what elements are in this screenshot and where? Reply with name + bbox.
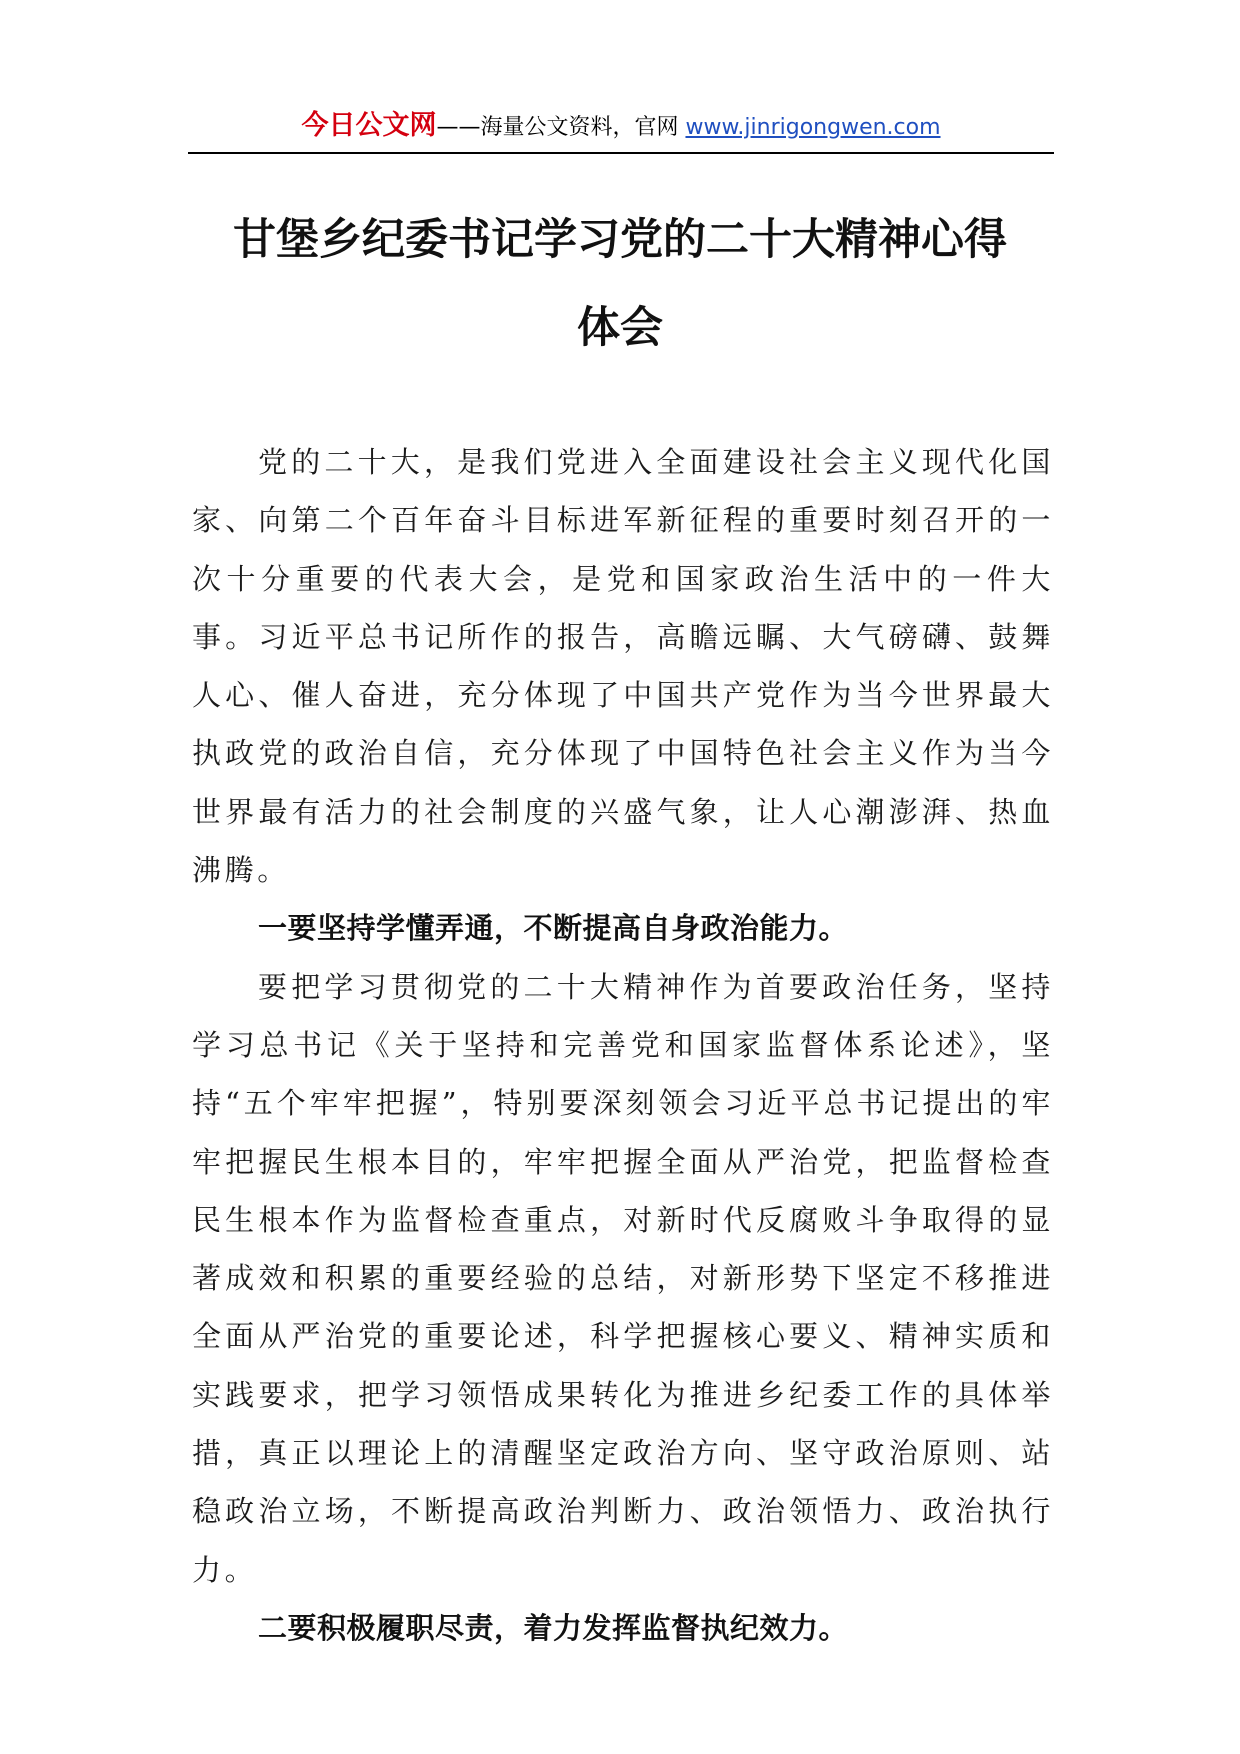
header-line [301,104,940,150]
document-body [192,433,1054,1657]
section-heading: 二要积极履职尽责，着力发挥监督执纪效力。 [258,1610,849,1645]
document-title [150,196,1090,372]
section-heading: 一要坚持学懂弄通，不断提高自身政治能力。 [258,911,849,946]
title-line-2: 体会 [577,303,663,353]
site-brand: 今日公文网 [301,110,437,141]
header-tagline: ——海量公文资料，官网 [436,115,686,140]
body-paragraph: 要把学习贯彻党的二十大精神作为首要政治任务，坚持学习总书记《关于坚持和完善党和国家监督体系论述》，坚持“五个牢牢把握”，特别要深刻领会习近平总书记提出的牢牢把握民生根本目的，牢牢把握全面从严治党，把监督检查民生根本作为监督检查重点，对新时代反腐败斗争取得的显著成效和积累的重要经验的总结，对新形势下坚定不移推进全面从严治党的重要论述，科学把握核心要义、精神实质和实践要求，把学习领悟成果转化为推进乡纪委工作的具体举措，真正以理论上的清醒坚定政治方向、坚守政治原则、站稳政治立场，不断提高政治判断力、政治领悟力、政治执行力。 [192,969,1054,1587]
title-line-1: 甘堡乡纪委书记学习党的二十大精神心得 [233,215,1007,265]
site-header [188,104,1054,154]
body-paragraph: 党的二十大，是我们党进入全面建设社会主义现代化国家、向第二个百年奋斗目标进军新征程的重要时刻召开的一次十分重要的代表大会，是党和国家政治生活中的一件大事。习近平总书记所作的报告，高瞻远瞩、大气磅礴、鼓舞人心、催人奋进，充分体现了中国共产党作为当今世界最大执政党的政治自信，充分体现了中国特色社会主义作为当今世界最有活力的社会制度的兴盛气象，让人心潮澎湃、热血沸腾。 [192,445,1054,888]
site-url-link[interactable]: www.jinrigongwen.com [685,115,941,140]
